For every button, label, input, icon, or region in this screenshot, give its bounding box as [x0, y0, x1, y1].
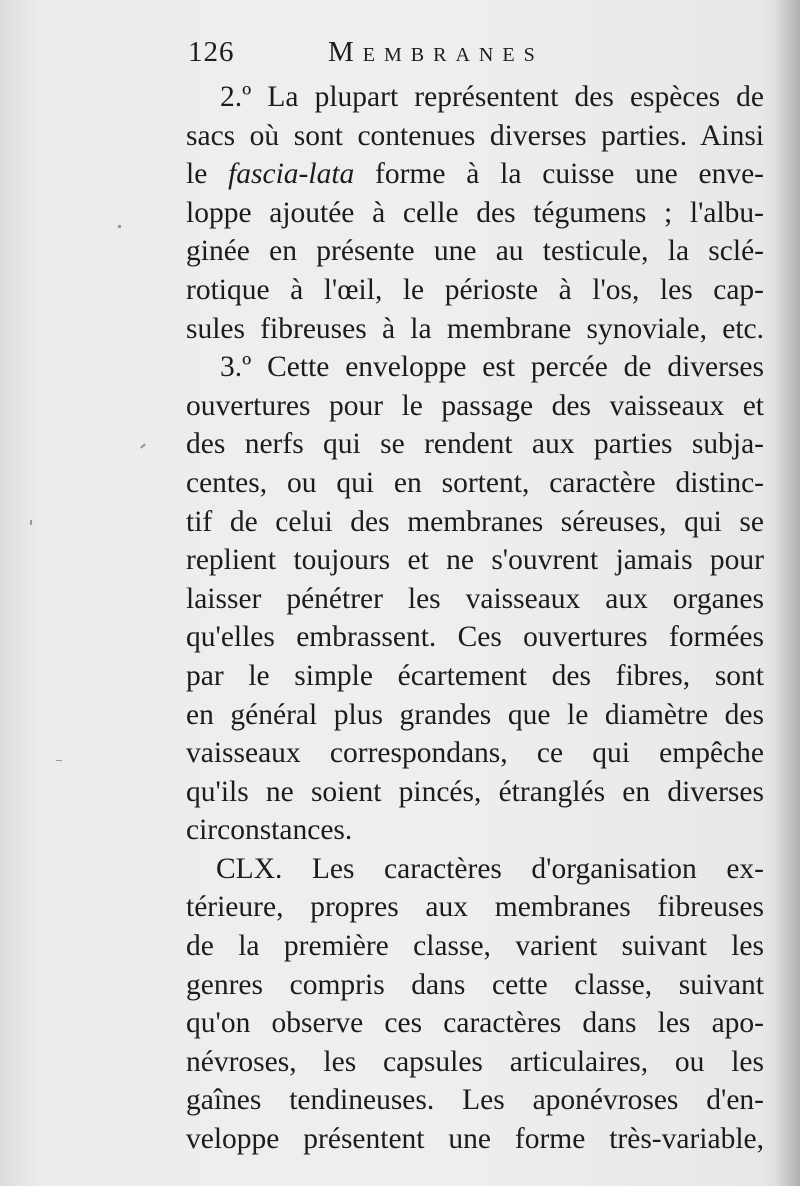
text-line — [186, 155, 764, 194]
text-line: ouvertures pour le passage des vaisseaux et — [186, 389, 764, 422]
text-segment: forme à la cuisse une enve- — [354, 158, 764, 191]
text-line: replient toujours et ne s'ouvrent jamais pour — [186, 544, 764, 577]
page-edge-shadow — [774, 0, 800, 1186]
page-number: 126 — [188, 36, 235, 68]
text-line: des nerfs qui se rendent aux parties subja- — [186, 428, 764, 461]
text-line: 3.º Cette enveloppe est percée de diverses — [220, 351, 764, 384]
italic-term: fascia-lata — [228, 158, 355, 191]
text-line: sules fibreuses à la membrane synoviale, etc. — [186, 312, 764, 345]
text-line: qu'on observe ces caractères dans les apo- — [186, 1007, 764, 1040]
text-line: qu'elles embrassent. Ces ouvertures formées — [186, 621, 764, 654]
body-text — [186, 78, 764, 1159]
text-line: qu'ils ne soient pincés, étranglés en diverses — [186, 775, 764, 808]
text-line: névroses, les capsules articulaires, ou les — [186, 1045, 764, 1078]
text-line: loppe ajoutée à celle des tégumens ; l'albu- — [186, 196, 764, 229]
text-line: circonstances. — [186, 814, 353, 847]
text-line: par le simple écartement des fibres, sont — [186, 659, 764, 692]
text-line: veloppe présentent une forme très-variable, — [186, 1123, 764, 1156]
text-line: de la première classe, varient suivant les — [186, 930, 764, 963]
text-line: centes, ou qui en sortent, caractère distinc- — [186, 466, 764, 499]
text-line: ginée en présente une au testicule, la sclé- — [186, 235, 764, 268]
text-line: tif de celui des membranes séreuses, qui se — [186, 505, 764, 538]
text-line: genres compris dans cette classe, suivant — [186, 968, 764, 1001]
page-header — [188, 30, 748, 74]
text-line: laisser pénétrer les vaisseaux aux organes — [186, 582, 764, 615]
text-line: CLX. Les caractères d'organisation ex- — [216, 852, 764, 885]
text-line: gaînes tendineuses. Les aponévroses d'en- — [186, 1084, 764, 1117]
text-line: rotique à l'œil, le périoste à l'os, les cap- — [186, 273, 764, 306]
text-line: en général plus grandes que le diamètre des — [186, 698, 764, 731]
text-line: térieure, propres aux membranes fibreuses — [186, 891, 764, 924]
running-title: Membranes — [328, 36, 544, 68]
text-segment: le — [186, 158, 229, 191]
text-line: sacs où sont contenues diverses parties. Ainsi — [186, 119, 764, 152]
text-line: vaisseaux correspondans, ce qui empêche — [186, 737, 764, 770]
text-line: 2.º La plupart représentent des espèces de — [220, 81, 764, 113]
